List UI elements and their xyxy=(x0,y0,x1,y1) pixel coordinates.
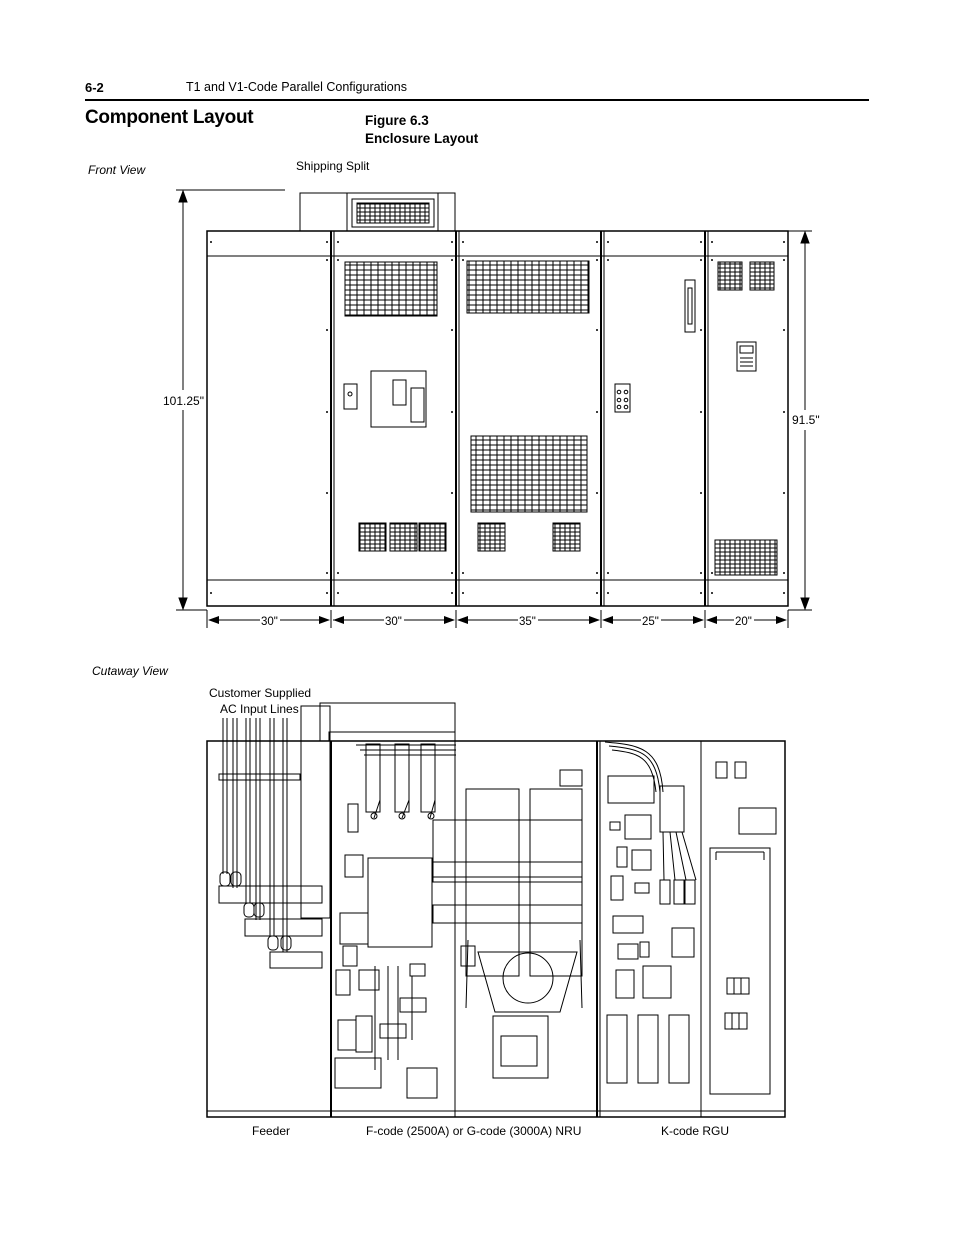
figure-number: Figure 6.3 xyxy=(365,113,429,128)
nru-label: F-code (2500A) or G-code (3000A) NRU xyxy=(366,1124,582,1138)
cabinet-height-dim-line xyxy=(788,231,812,610)
running-head: T1 and V1-Code Parallel Configurations xyxy=(186,80,407,94)
nru-bus-components xyxy=(335,744,582,1098)
overall-height-dim-line xyxy=(176,190,285,610)
section-5-door xyxy=(715,262,777,575)
width-dim-5: 20" xyxy=(735,616,752,628)
width-dim-2: 30" xyxy=(385,616,402,628)
overall-height-dimension: 101.25" xyxy=(163,394,204,408)
width-dim-1: 30" xyxy=(261,616,278,628)
ac-input-lines-label: AC Input Lines xyxy=(220,702,299,716)
section-4-door xyxy=(615,280,695,412)
width-dim-3: 35" xyxy=(519,616,536,628)
cabinet-height-dimension: 91.5" xyxy=(792,413,820,427)
cutaway-view-label: Cutaway View xyxy=(92,664,168,678)
figure-title: Enclosure Layout xyxy=(365,131,479,146)
width-dimension-lines xyxy=(207,610,788,628)
shipping-split-hood xyxy=(300,193,455,231)
feeder-label: Feeder xyxy=(252,1124,291,1138)
cutaway-cabinet xyxy=(207,741,785,1117)
rgu-label: K-code RGU xyxy=(661,1124,730,1138)
shipping-split-label: Shipping Split xyxy=(296,159,370,173)
customer-supplied-label: Customer Supplied xyxy=(209,686,312,700)
section-2-door xyxy=(344,262,446,551)
front-view-label: Front View xyxy=(88,163,146,177)
width-dim-4: 25" xyxy=(642,616,659,628)
section-title: Component Layout xyxy=(85,107,254,128)
width-dimension-labels xyxy=(261,616,752,628)
ac-input-cables xyxy=(219,703,455,968)
rgu-components xyxy=(605,742,776,1094)
section-3-door xyxy=(467,261,589,551)
page-number: 6-2 xyxy=(85,80,104,95)
